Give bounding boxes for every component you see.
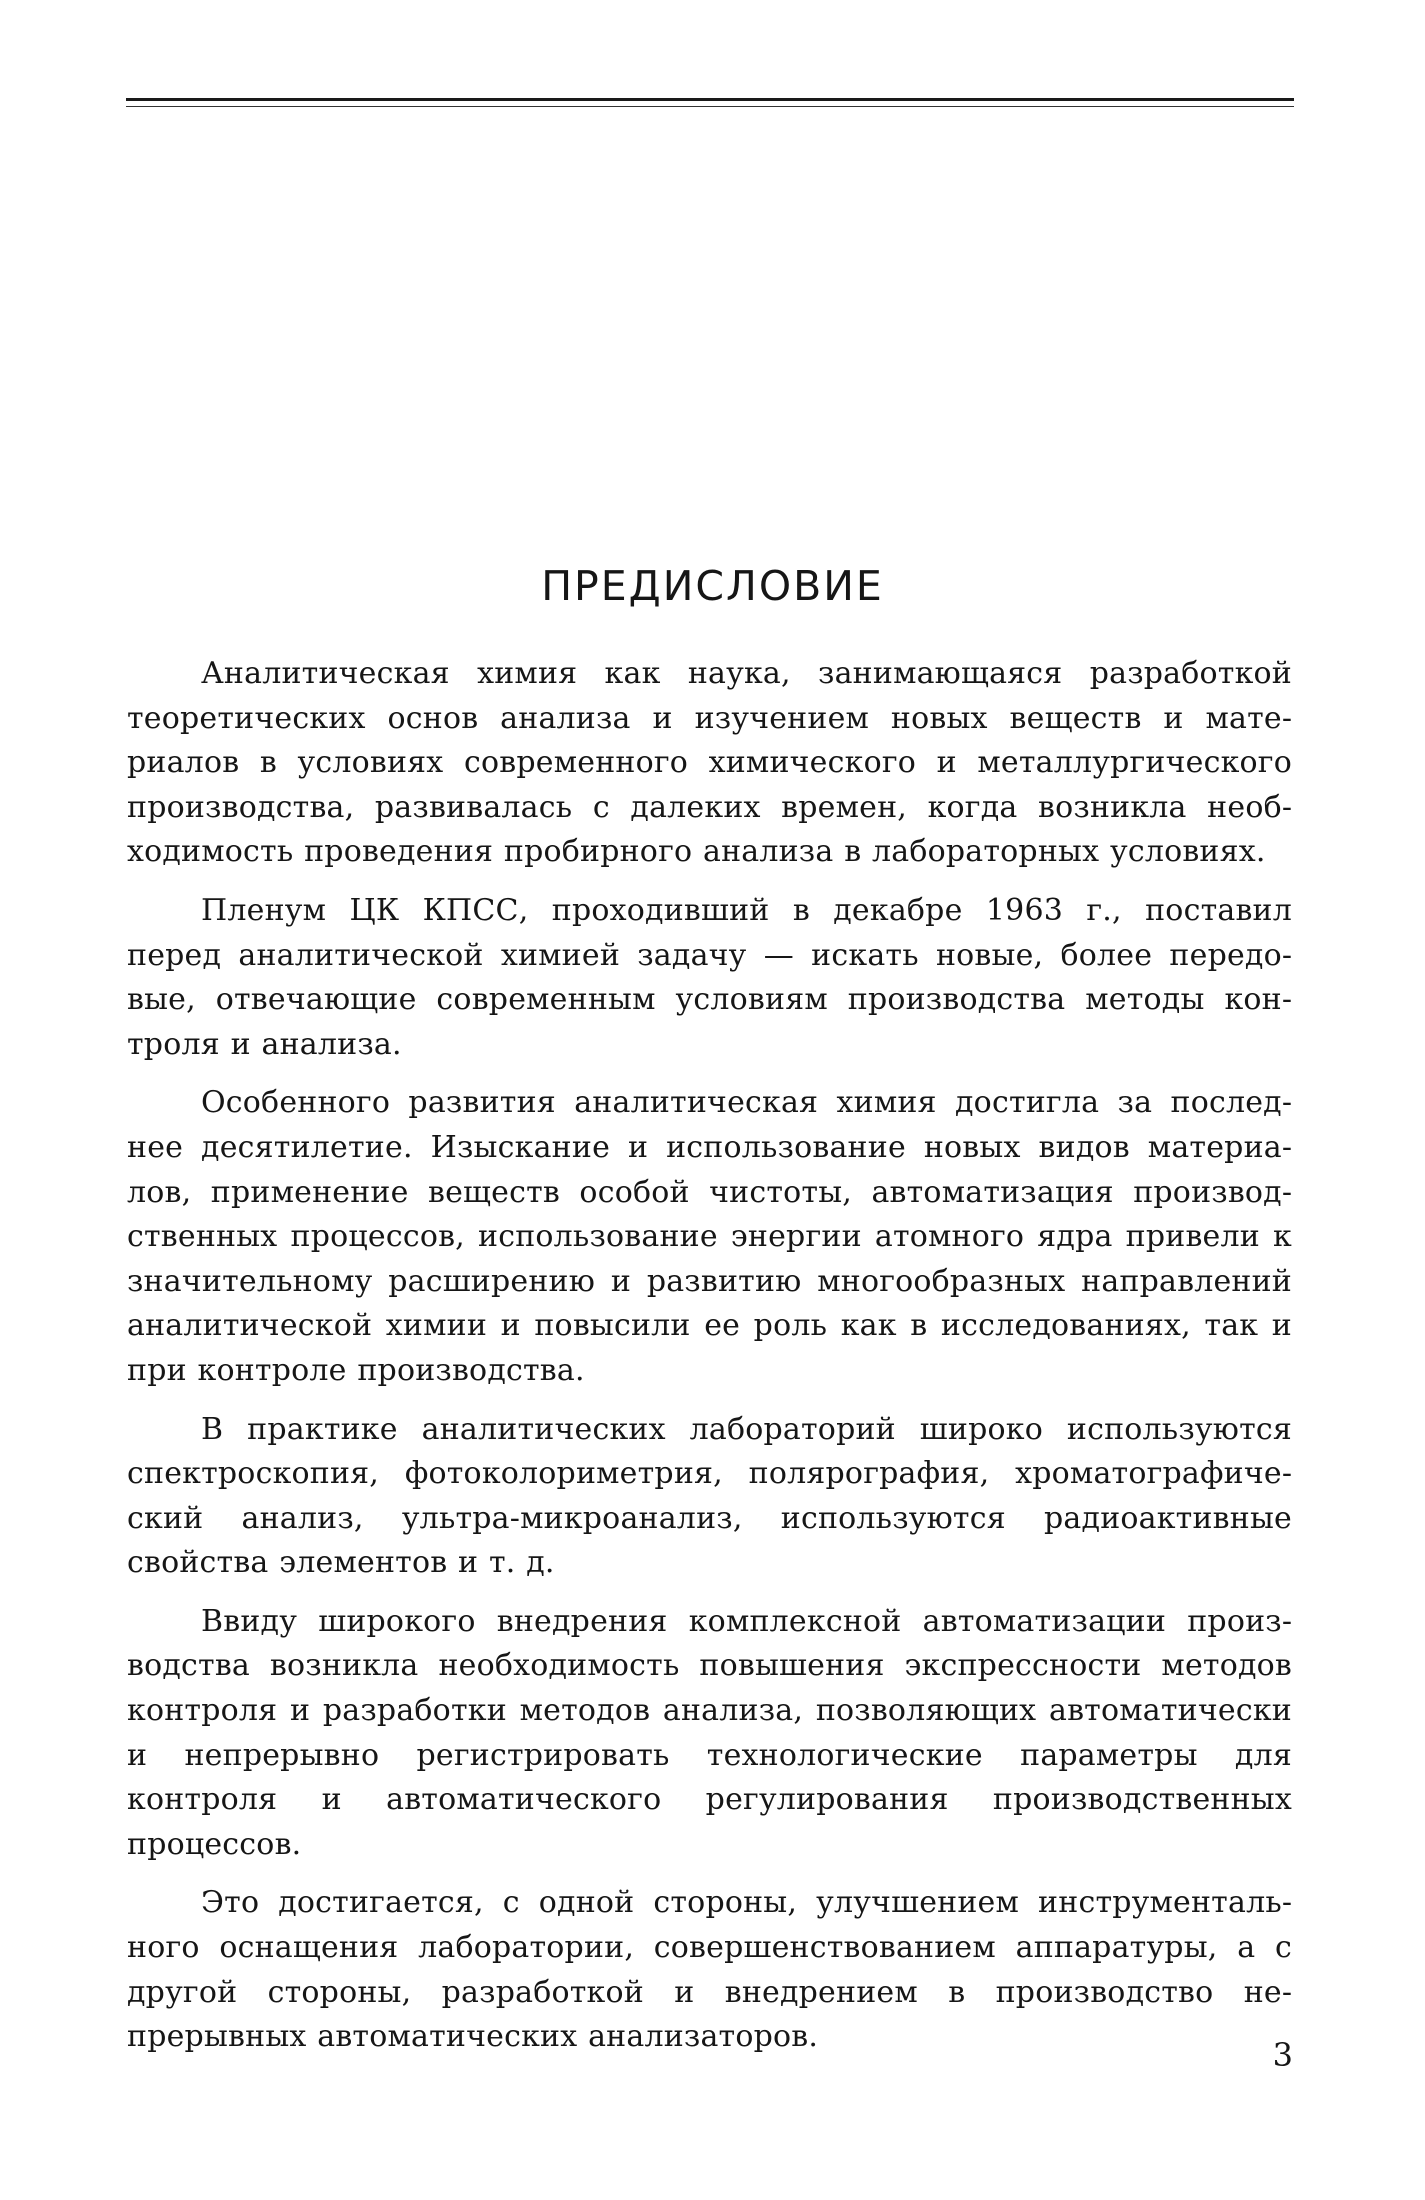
paragraph-1: Аналитическая химия как наука, занимающаяся разработкой теоретических основ анализа и изучением новых веществ и материалов в условиях современного химического и металлургического производства, развивалась с далеких времен, когда возникла необходимость проведения пробирного анализа в лабораторных условиях. <box>127 656 1292 870</box>
page-title: ПРЕДИСЛОВИЕ <box>541 562 884 610</box>
body-text <box>127 652 1292 2074</box>
page-number: 3 <box>1272 2036 1293 2074</box>
paragraph-4: В практике аналитических лабораторий широко используются спектроскопия, фотоколориметрия, полярография, хроматографический анализ, ультра-микроанализ, используются радиоактивные свойства элементов и т. д. <box>127 1411 1292 1581</box>
paragraph-6: Это достигается, с одной стороны, улучшением инструментального оснащения лаборатории, совершенствованием аппаратуры, а с другой стороны, разработкой и внедрением в производство непрерывных автоматических анализаторов. <box>127 1885 1292 2055</box>
paragraph-2: Пленум ЦК КПСС, проходивший в декабре 1963 г., поставил перед аналитической химией задачу — искать новые, более передовые, отвечающие современным условиям производства методы контроля и анализа. <box>127 892 1292 1062</box>
header-rule-thick <box>126 98 1294 101</box>
header-rule-thin <box>126 106 1294 107</box>
paragraph-5: Ввиду широкого внедрения комплексной автоматизации производства возникла необходимость повышения экспрессности методов контроля и разработки методов анализа, позволяющих автоматически и непрерывно регистрировать технологические параметры для контроля и автоматического регулирования производственных процессов. <box>127 1603 1292 1862</box>
paragraph-3: Особенного развития аналитическая химия достигла за последнее десятилетие. Изыскание и использование новых видов материалов, применение веществ особой чистоты, автоматизация производственных процессов, использование энергии атомного ядра привели к значительному расширению и развитию многообразных направлений аналитической химии и повысили ее роль как в исследованиях, так и при контроле производства. <box>127 1085 1292 1388</box>
